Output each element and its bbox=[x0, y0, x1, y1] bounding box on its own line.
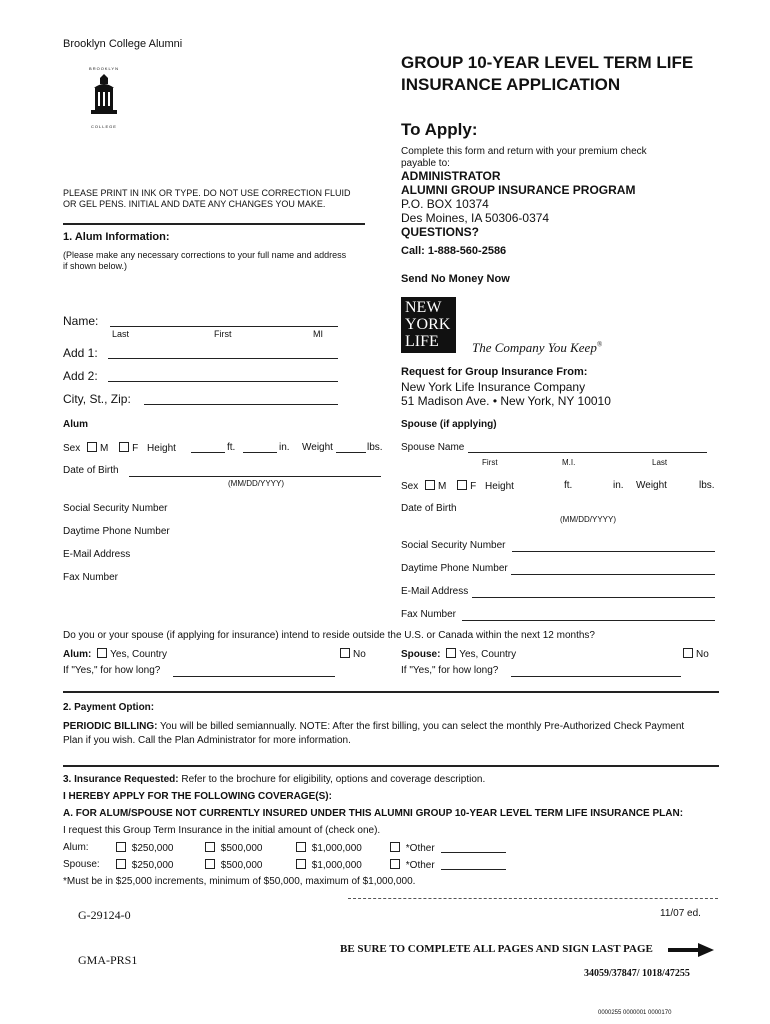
alum-how-long-input[interactable] bbox=[173, 676, 335, 677]
barcode-text: 0000255 0000001 0000170 bbox=[598, 1010, 672, 1016]
alum-ft-label: ft. bbox=[227, 442, 236, 453]
city-input[interactable] bbox=[144, 404, 338, 405]
complete-reminder: BE SURE TO COMPLETE ALL PAGES AND SIGN LAST PAGE bbox=[340, 943, 653, 955]
spouse-last-label: Last bbox=[652, 458, 668, 467]
spouse-fax-label: Fax Number bbox=[401, 609, 457, 620]
alum-phone-label: Daytime Phone Number bbox=[63, 526, 170, 537]
section3-heading: 3. Insurance Requested: bbox=[63, 774, 179, 785]
logo-text-bottom: COLLEGE bbox=[91, 124, 117, 129]
spouse-sex-label: Sex bbox=[401, 481, 419, 492]
spouse-amt3: $1,000,000 bbox=[296, 859, 362, 871]
alum-dob-format: (MM/DD/YYYY) bbox=[228, 479, 284, 488]
alum-yes-label: Yes, Country bbox=[110, 649, 168, 660]
alum-amt2-checkbox[interactable] bbox=[205, 842, 215, 852]
coverage-footnote: *Must be in $25,000 increments, minimum of $50,000, maximum of $1,000,000. bbox=[63, 876, 416, 887]
section2-heading: 2. Payment Option: bbox=[63, 702, 155, 713]
spouse-other-input[interactable] bbox=[441, 869, 506, 870]
spouse-residence-label: Spouse: bbox=[401, 649, 441, 660]
spouse-name-input[interactable] bbox=[468, 452, 707, 453]
spouse-amt3-checkbox[interactable] bbox=[296, 859, 306, 869]
print-note-line2: OR GEL PENS. INITIAL AND DATE ANY CHANGES YOU MAKE. bbox=[63, 199, 326, 209]
spouse-name-label: Spouse Name bbox=[401, 442, 465, 453]
form-title-line2: INSURANCE APPLICATION bbox=[401, 75, 621, 94]
alum-amt1: $250,000 bbox=[116, 842, 174, 854]
spouse-ssn-label: Social Security Number bbox=[401, 540, 506, 551]
apply-statement: I HEREBY APPLY FOR THE FOLLOWING COVERAGE(S): bbox=[63, 791, 332, 802]
alum-sex-label: Sex bbox=[63, 443, 81, 454]
request-amount-text: I request this Group Term Insurance in the initial amount of (check one). bbox=[63, 825, 381, 836]
alum-how-long-label: If "Yes," for how long? bbox=[63, 665, 161, 676]
to-apply-text1: Complete this form and return with your premium check bbox=[401, 146, 647, 157]
alum-residence-label: Alum: bbox=[63, 649, 92, 660]
spouse-heading: Spouse (if applying) bbox=[401, 419, 497, 430]
option-a-line: A. FOR ALUM/SPOUSE NOT CURRENTLY INSURED UNDER THIS ALUMNI GROUP 10-YEAR LEVEL TERM LIFE INSURANCE PLAN: bbox=[63, 808, 684, 819]
spouse-no-label: No bbox=[696, 649, 709, 660]
billing-text: You will be billed semiannually. NOTE: After the first billing, you can select the monthly Pre-Authorized Check Payment bbox=[157, 721, 685, 732]
alum-dob-input[interactable] bbox=[129, 476, 381, 477]
spouse-amt2: $500,000 bbox=[205, 859, 263, 871]
po-box: P.O. BOX 10374 bbox=[401, 197, 489, 211]
spouse-sex-row bbox=[401, 480, 514, 492]
spouse-ssn-input[interactable] bbox=[512, 551, 715, 552]
city-zip: Des Moines, IA 50306-0374 bbox=[401, 211, 550, 225]
alum-fax-label: Fax Number bbox=[63, 572, 119, 583]
section3-note: Refer to the brochure for eligibility, options and coverage description. bbox=[178, 774, 486, 785]
arrow-right-icon bbox=[668, 943, 714, 957]
spouse-no-checkbox[interactable] bbox=[683, 648, 693, 658]
divider bbox=[63, 223, 365, 225]
form-codes: 34059/37847/ 1018/47255 bbox=[584, 968, 690, 979]
spouse-in-label: in. bbox=[613, 480, 624, 491]
company-address: 51 Madison Ave. • New York, NY 10010 bbox=[401, 394, 611, 408]
section-divider bbox=[63, 691, 719, 693]
alum-yes-checkbox[interactable] bbox=[97, 648, 107, 658]
to-apply-heading: To Apply: bbox=[401, 120, 478, 139]
alum-other-checkbox[interactable] bbox=[390, 842, 400, 852]
spouse-weight-label: Weight bbox=[636, 480, 667, 491]
spouse-height-label: Height bbox=[485, 481, 514, 492]
alum-weight-input[interactable] bbox=[336, 452, 366, 453]
alum-amt2: $500,000 bbox=[205, 842, 263, 854]
add1-input[interactable] bbox=[108, 358, 338, 359]
footer-divider bbox=[348, 898, 718, 899]
program-label: ALUMNI GROUP INSURANCE PROGRAM bbox=[401, 183, 636, 197]
college-building-icon bbox=[82, 74, 126, 124]
form-number: G-29124-0 bbox=[78, 908, 131, 922]
alum-female-checkbox[interactable] bbox=[119, 442, 129, 452]
alum-male-checkbox[interactable] bbox=[87, 442, 97, 452]
mi-label: MI bbox=[313, 329, 323, 339]
nyl-logo-line1: NEW bbox=[405, 299, 442, 316]
spouse-fax-input[interactable] bbox=[462, 620, 715, 621]
spouse-yes-label: Yes, Country bbox=[459, 649, 517, 660]
section3-heading-row bbox=[63, 774, 485, 785]
billing-line2: Plan if you wish. Call the Plan Administrator for more information. bbox=[63, 735, 351, 746]
spouse-coverage-label: Spouse: bbox=[63, 859, 100, 870]
alum-sex-row bbox=[63, 442, 176, 454]
spouse-male-checkbox[interactable] bbox=[425, 480, 435, 490]
section1-note1: (Please make any necessary corrections to your full name and address bbox=[63, 250, 347, 260]
section1-heading: 1. Alum Information: bbox=[63, 231, 170, 243]
spouse-residence-row bbox=[401, 648, 516, 660]
spouse-phone-label: Daytime Phone Number bbox=[401, 563, 508, 574]
alum-no-row bbox=[340, 648, 366, 660]
print-note-line1: PLEASE PRINT IN INK OR TYPE. DO NOT USE CORRECTION FLUID bbox=[63, 188, 351, 198]
spouse-male-label: M bbox=[438, 481, 447, 492]
section-divider bbox=[63, 765, 719, 767]
add2-input[interactable] bbox=[108, 381, 338, 382]
name-input[interactable] bbox=[110, 326, 338, 327]
last-label: Last bbox=[112, 329, 130, 339]
spouse-how-long-label: If "Yes," for how long? bbox=[401, 665, 499, 676]
alum-other-input[interactable] bbox=[441, 852, 506, 853]
alum-weight-label: Weight bbox=[302, 442, 333, 453]
alum-male-label: M bbox=[100, 443, 109, 454]
alum-lbs-label: lbs. bbox=[367, 442, 383, 453]
spouse-phone-input[interactable] bbox=[511, 574, 715, 575]
spouse-other: *Other bbox=[390, 859, 435, 871]
spouse-amt1: $250,000 bbox=[116, 859, 174, 871]
city-label: City, St., Zip: bbox=[63, 392, 131, 406]
alum-amt3-checkbox[interactable] bbox=[296, 842, 306, 852]
spouse-mi-label: M.I. bbox=[562, 458, 576, 467]
spouse-dob-label: Date of Birth bbox=[401, 503, 457, 514]
questions-label: QUESTIONS? bbox=[401, 225, 480, 239]
alum-in-label: in. bbox=[279, 442, 290, 453]
spouse-dob-format: (MM/DD/YYYY) bbox=[560, 515, 616, 524]
spouse-amt2-checkbox[interactable] bbox=[205, 859, 215, 869]
nyl-tagline: The Company You Keep® bbox=[472, 340, 603, 355]
admin-label: ADMINISTRATOR bbox=[401, 169, 501, 183]
alum-dob-label: Date of Birth bbox=[63, 465, 119, 476]
alum-ssn-label: Social Security Number bbox=[63, 503, 168, 514]
add1-label: Add 1: bbox=[63, 346, 98, 360]
spouse-first-label: First bbox=[482, 458, 498, 467]
spouse-other-checkbox[interactable] bbox=[390, 859, 400, 869]
org-name: Brooklyn College Alumni bbox=[63, 38, 183, 50]
residence-question: Do you or your spouse (if applying for insurance) intend to reside outside the U.S. or Canada within the next 12 months? bbox=[63, 630, 595, 641]
add2-label: Add 2: bbox=[63, 369, 98, 383]
edition-date: 11/07 ed. bbox=[660, 908, 701, 919]
nyl-logo-line3: LIFE bbox=[405, 333, 439, 350]
nyl-logo-line2: YORK bbox=[405, 316, 451, 333]
gma-code: GMA-PRS1 bbox=[78, 953, 138, 967]
alum-amt1-checkbox[interactable] bbox=[116, 842, 126, 852]
alum-amt3: $1,000,000 bbox=[296, 842, 362, 854]
alum-heading: Alum bbox=[63, 419, 88, 430]
logo-text-top: BROOKLYN bbox=[89, 66, 119, 71]
college-logo bbox=[82, 66, 126, 132]
alum-residence-row bbox=[63, 648, 167, 660]
spouse-how-long-input[interactable] bbox=[511, 676, 681, 677]
company-name: New York Life Insurance Company bbox=[401, 380, 586, 394]
call-number: Call: 1-888-560-2586 bbox=[401, 245, 507, 257]
alum-coverage-label: Alum: bbox=[63, 842, 89, 853]
spouse-email-label: E-Mail Address bbox=[401, 586, 469, 597]
send-no-money: Send No Money Now bbox=[401, 273, 510, 285]
alum-height-ft-input[interactable] bbox=[191, 452, 225, 453]
alum-height-label: Height bbox=[147, 443, 176, 454]
billing-line1 bbox=[63, 721, 684, 732]
spouse-female-checkbox[interactable] bbox=[457, 480, 467, 490]
alum-no-checkbox[interactable] bbox=[340, 648, 350, 658]
alum-no-label: No bbox=[353, 649, 366, 660]
spouse-no-row bbox=[683, 648, 709, 660]
billing-label: PERIODIC BILLING: bbox=[63, 721, 158, 732]
alum-female-label: F bbox=[132, 443, 139, 454]
spouse-amt1-checkbox[interactable] bbox=[116, 859, 126, 869]
spouse-lbs-label: lbs. bbox=[699, 480, 715, 491]
alum-other: *Other bbox=[390, 842, 435, 854]
spouse-yes-checkbox[interactable] bbox=[446, 648, 456, 658]
spouse-email-input[interactable] bbox=[472, 597, 715, 598]
name-label: Name: bbox=[63, 314, 99, 328]
nyl-logo bbox=[401, 297, 456, 353]
alum-height-in-input[interactable] bbox=[243, 452, 277, 453]
to-apply-text2: payable to: bbox=[401, 158, 450, 169]
spouse-ft-label: ft. bbox=[564, 480, 573, 491]
spouse-female-label: F bbox=[470, 481, 477, 492]
request-heading: Request for Group Insurance From: bbox=[401, 366, 588, 378]
form-title-line1: GROUP 10-YEAR LEVEL TERM LIFE bbox=[401, 53, 694, 72]
alum-email-label: E-Mail Address bbox=[63, 549, 131, 560]
section1-note2: if shown below.) bbox=[63, 261, 128, 271]
first-label: First bbox=[214, 329, 232, 339]
